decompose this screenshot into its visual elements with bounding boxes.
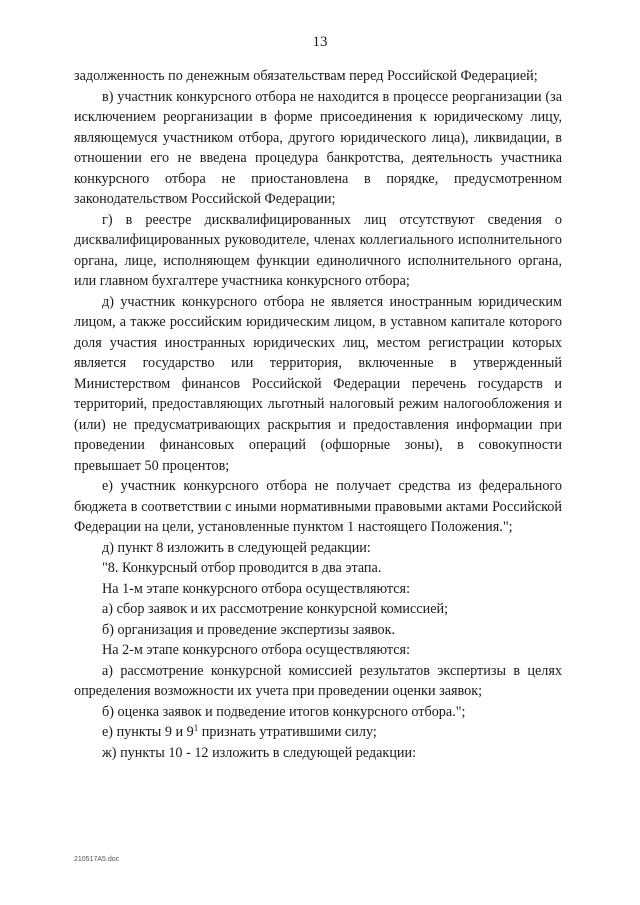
paragraph-item-zh: ж) пункты 10 - 12 изложить в следующей редакции: [102,744,417,761]
page-number: 13 [312,34,328,50]
paragraph: е) участник конкурсного отбора не получает средства из федерального бюджета в соответствии с иными нормативными правовыми актами Российской Федерации на цели, установленные пунктом 1 настоящего Положения."; [74,478,562,535]
paragraph: а) рассмотрение конкурсной комиссией результатов экспертизы в целях определения возможности их учета при проведении оценки заявок; [74,662,562,699]
paragraph: в) участник конкурсного отбора не находится в процессе реорганизации (за исключением реорганизации в форме присоединения к юридическому лицу, являющемуся участником отбора, другого юридического лица), ликвидации, в отношении его не введена процедура банкротства, деятельность участника конкурсного отбора не приостановлена в порядке, предусмотренном законодательством Российской Федерации; [74,88,562,207]
paragraph: а) сбор заявок и их рассмотрение конкурсной комиссией; [102,601,449,617]
item-e-before: е) пункты 9 и 9 [102,724,194,740]
paragraph: г) в реестре дисквалифицированных лиц отсутствуют сведения о дисквалифицированных руководителе, членах коллегиального исполнительного органа, лице, исполняющем функции единоличного исполнительного органа, или главном бухгалтере участника конкурсного отбора; [74,211,562,289]
paragraph: б) организация и проведение экспертизы заявок. [102,621,396,638]
paragraph: задолженность по денежным обязательствам перед Российской Федерацией; [74,68,538,84]
item-e-after: признать утратившими силу; [198,724,377,740]
paragraph: На 1-м этапе конкурсного отбора осуществляются: [102,580,411,597]
paragraph: д) пункт 8 изложить в следующей редакции: [102,539,371,556]
document-footer: 210517A5.doc [74,856,120,863]
paragraph-item-e [74,722,562,743]
paragraph: б) оценка заявок и подведение итогов конкурсного отбора."; [102,703,466,720]
paragraph: д) участник конкурсного отбора не является иностранным юридическим лицом, а также российским юридическим лицом, в уставном капитале которого доля участия иностранных юридических лиц, местом регистрации которых является государство или территория, включенные в утвержденный Министерством финансов Российской Федерации перечень государств и территорий, предоставляющих льготный налоговый режим налогообложения и (или) не предусматривающих раскрытия и предоставления информации при проведении финансовых операций (офшорные зоны), в совокупности превышает 50 процентов; [74,293,562,474]
document-body [74,66,562,763]
paragraph: "8. Конкурсный отбор проводится в два этапа. [102,560,382,576]
superscript: 1 [193,723,199,733]
paragraph: На 2-м этапе конкурсного отбора осуществляются: [102,642,411,658]
